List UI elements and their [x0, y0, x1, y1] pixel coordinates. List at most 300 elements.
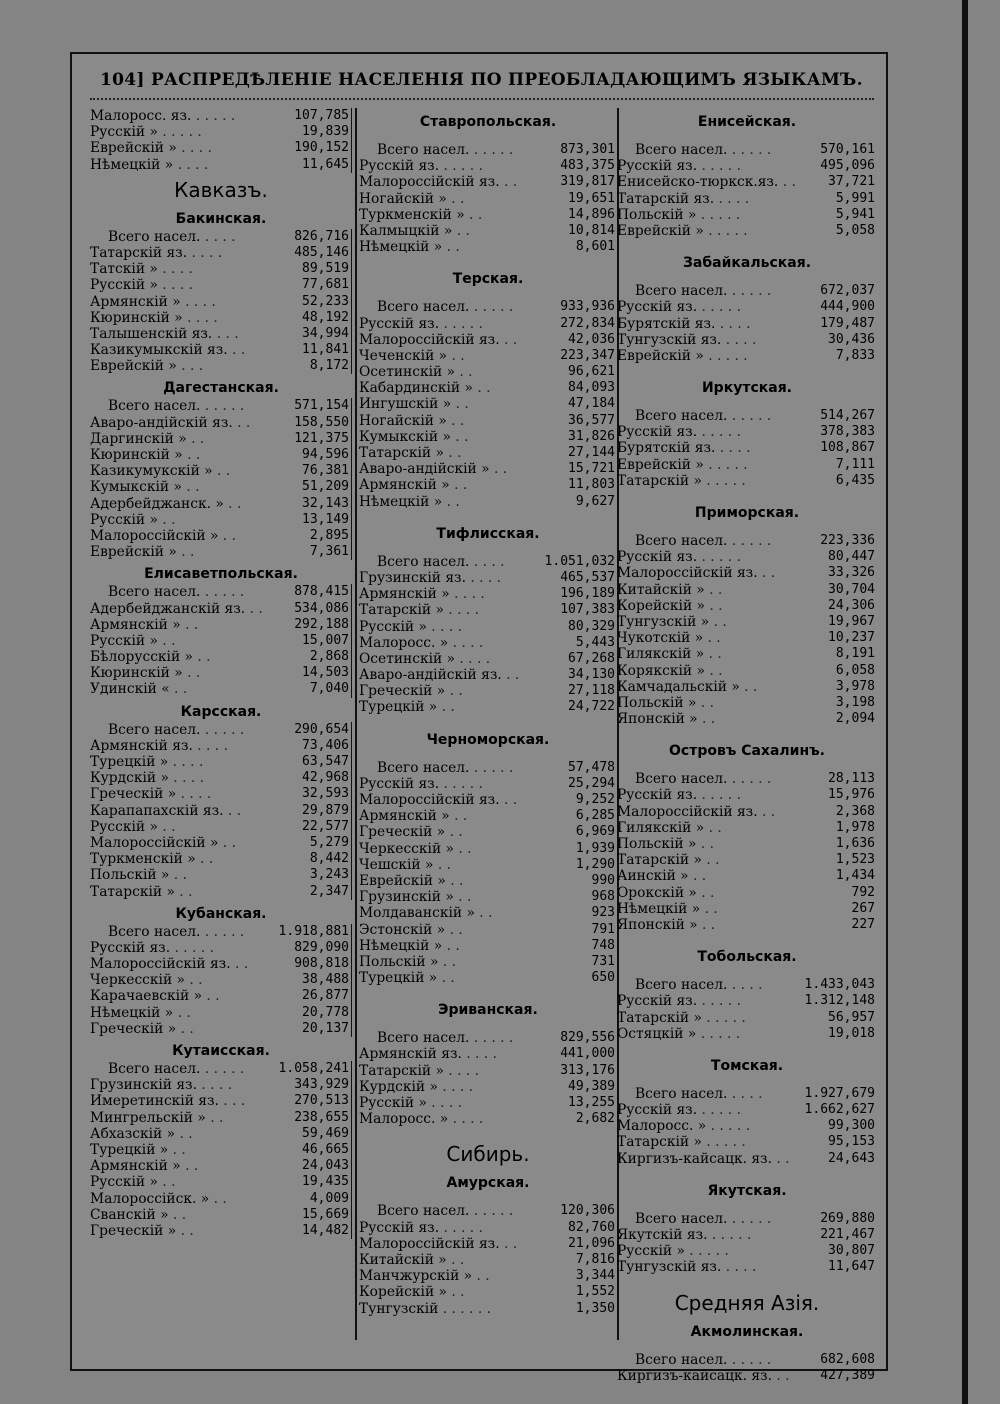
leader-dots: . .: [438, 953, 456, 970]
table-row: [359, 776, 617, 792]
leader-dots: . . . . .: [697, 299, 741, 316]
population-value: 5,941: [835, 206, 875, 222]
table-row: [617, 1211, 877, 1227]
population-value: 7,816: [575, 1251, 615, 1267]
language-label: Русскій яз. . . . . .: [359, 1219, 483, 1236]
table-row: [617, 473, 877, 489]
language-label: Русскій яз. . . . . .: [90, 939, 214, 956]
table-row: [617, 1086, 877, 1102]
table-row: [359, 1252, 617, 1268]
population-value: 94,596: [289, 447, 352, 463]
population-value: 20,778: [289, 1005, 352, 1021]
language-label: Русскій яз. . . . . .: [359, 315, 483, 332]
population-value: 19,651: [568, 190, 615, 206]
population-value: 1.058,241: [279, 1061, 352, 1077]
leader-dots: . .: [175, 1125, 193, 1142]
leader-dots: . .: [174, 883, 193, 900]
language-label: Русскій яз. . . . . .: [617, 787, 741, 804]
leader-dots: . . . . .: [469, 1203, 514, 1220]
table-row: [359, 461, 617, 477]
population-value: 485,146: [289, 245, 352, 261]
table-row: [90, 649, 352, 665]
language-label: Китайскій » . .: [617, 581, 723, 598]
leader-dots: . .: [157, 632, 176, 649]
population-value: 52,233: [289, 294, 352, 310]
table-row: [90, 1158, 352, 1174]
leader-dots: . .: [433, 856, 451, 873]
population-value: 24,306: [828, 597, 875, 613]
language-label: Всего насел. . . . . .: [108, 584, 245, 601]
binding-edge: [962, 0, 968, 1404]
spacer: [617, 1276, 877, 1286]
population-value: 32,143: [289, 496, 352, 512]
language-label: Казикумукскій » . .: [90, 463, 231, 480]
language-label: Русскій » . .: [90, 511, 176, 528]
table-row: [617, 142, 877, 158]
table-row: [90, 681, 352, 697]
leader-dots: . . . . .: [469, 299, 514, 316]
leader-dots: . .: [771, 1150, 790, 1167]
leader-dots: . . . . .: [727, 771, 772, 788]
table-row: [90, 633, 352, 649]
table-row: [90, 601, 352, 617]
language-label: Малороссійскій яз. . .: [359, 174, 518, 191]
language-label: Татарскій » . . . . .: [617, 1134, 746, 1151]
language-label: Эстонскій » . .: [359, 921, 463, 938]
leader-dots: . .: [169, 867, 187, 884]
table-row: [359, 429, 617, 445]
population-value: 26,877: [289, 988, 352, 1004]
table-row: [90, 972, 352, 988]
language-label: Имеретинскій яз. . . .: [90, 1093, 246, 1110]
table-row: [90, 157, 352, 173]
table-row: [359, 922, 617, 938]
population-value: 89,519: [289, 261, 352, 277]
leader-dots: . . . . .: [200, 584, 245, 601]
population-value: 120,306: [560, 1203, 615, 1219]
leader-dots: . .: [205, 1109, 224, 1126]
population-value: 34,130: [568, 667, 615, 683]
table-row: [359, 1046, 617, 1062]
language-label: Камчадальскій » . .: [617, 678, 758, 695]
column-middle: [355, 108, 619, 1340]
leader-dots: . .: [455, 364, 473, 381]
population-value: 1,978: [835, 819, 875, 835]
language-label: Корейскій » . .: [617, 597, 723, 614]
table-row: [90, 988, 352, 1004]
table-row: [90, 819, 352, 835]
leader-dots: . . . .: [465, 569, 502, 586]
leader-dots: . . . . .: [170, 939, 214, 956]
language-label: Всего насел. . . . . .: [635, 533, 772, 549]
population-value: 121,375: [289, 431, 352, 447]
table-row: [617, 1026, 877, 1042]
population-value: 1,434: [835, 868, 875, 884]
language-label: Еврейскій » . .: [90, 544, 195, 561]
leader-dots: . .: [186, 430, 205, 447]
leader-dots: . .: [688, 868, 707, 885]
language-label: Всего насел. . . . .: [635, 977, 763, 994]
leader-dots: . . . . .: [200, 398, 245, 415]
population-value: 5,443: [575, 634, 615, 650]
leader-dots: . . . .: [182, 309, 218, 326]
leader-dots: . . . .: [715, 440, 751, 457]
language-label: Нѣмецкій » . . . .: [90, 156, 209, 173]
table-row: [359, 873, 617, 889]
population-value: 8,442: [289, 851, 352, 867]
leader-dots: . .: [703, 630, 721, 647]
language-label: Кюринскій » . .: [90, 665, 201, 682]
leader-dots: . .: [449, 477, 468, 494]
table-row: [617, 993, 877, 1009]
language-label: Карачаевскій » . .: [90, 988, 220, 1005]
population-value: 2,347: [289, 884, 352, 900]
language-label: Русскій » . .: [90, 1174, 176, 1191]
language-label: Курдскій » . . . .: [359, 1078, 474, 1095]
language-label: Польскій » . . . . .: [617, 206, 741, 223]
table-row: [90, 867, 352, 883]
language-label: Еврейскій » . . . . .: [617, 222, 748, 239]
table-row: [617, 663, 877, 679]
table-row: [617, 1134, 877, 1150]
population-value: 1,290: [575, 856, 615, 872]
population-value: 76,381: [289, 463, 352, 479]
section-heading: Тобольская.: [697, 949, 797, 966]
population-value: 829,556: [560, 1030, 615, 1046]
table-row: [90, 342, 352, 358]
population-value: 37,721: [828, 174, 875, 190]
leader-dots: . .: [474, 905, 493, 922]
section-heading: Акмолинская.: [690, 1323, 804, 1340]
language-label: Якутскій яз. . . . . .: [617, 1227, 752, 1243]
section-heading: Черноморская.: [426, 731, 550, 748]
language-label: Польскій » . .: [617, 836, 714, 852]
population-value: 8,172: [289, 358, 352, 374]
language-label: Малороссійскій яз. . .: [359, 792, 518, 808]
section-heading: Якутская.: [707, 1182, 787, 1199]
language-label: Еврейскій » . . . . .: [617, 456, 748, 473]
table-row: [617, 207, 877, 223]
table-row: [359, 889, 617, 905]
population-value: 19,435: [289, 1174, 352, 1190]
language-label: Китайскій » . .: [359, 1251, 465, 1268]
table-row: [90, 617, 352, 633]
table-row: [359, 239, 617, 255]
leader-dots: . .: [169, 681, 188, 698]
population-value: 1.312,148: [804, 993, 875, 1009]
table-row: [359, 348, 617, 364]
language-label: Русскій яз. . . . . .: [617, 299, 741, 316]
leader-dots: . .: [445, 921, 463, 938]
population-value: 80,329: [568, 618, 615, 634]
language-label: Турецкій » . .: [90, 1141, 186, 1158]
spacer: [617, 727, 877, 737]
leader-dots: . . . . .: [469, 142, 514, 158]
population-value: 42,968: [289, 770, 352, 786]
leader-dots: . .: [449, 808, 468, 825]
table-row: [90, 851, 352, 867]
language-label: Киргизъ-кайсацк. яз. . .: [617, 1150, 790, 1167]
table-row: [359, 841, 617, 857]
leader-dots: . .: [157, 818, 176, 835]
language-label: Всего насел. . . . . .: [635, 283, 772, 300]
section-heading: Карсская.: [180, 703, 262, 720]
population-value: 3,344: [575, 1268, 615, 1284]
language-label: Всего насел. . . . . .: [108, 1061, 245, 1077]
population-value: 495,096: [820, 158, 875, 174]
language-label: Черкесскій » . .: [359, 840, 472, 857]
leader-dots: . . . .: [180, 293, 216, 310]
leader-dots: . .: [499, 1235, 518, 1252]
population-value: 571,154: [289, 398, 352, 414]
table-row: [90, 261, 352, 277]
section-heading: Иркутская.: [701, 380, 793, 397]
spacer: [359, 986, 617, 996]
population-value: 19,967: [828, 613, 875, 629]
leader-dots: . .: [464, 206, 483, 223]
leader-dots: . .: [442, 493, 460, 510]
table-row: [90, 245, 352, 261]
leader-dots: . . . .: [426, 1095, 463, 1111]
leader-dots: . . . . .: [157, 124, 202, 141]
population-value: 7,111: [835, 456, 875, 472]
population-value: 22,577: [289, 819, 352, 835]
population-value: 1,552: [575, 1284, 615, 1300]
language-label: Черкесскій » . .: [90, 972, 203, 989]
language-label: Русскій » . . . . .: [90, 124, 202, 141]
section-heading: Островъ Сахалинъ.: [669, 743, 825, 760]
leader-dots: . . . . .: [727, 408, 772, 425]
leader-dots: . .: [704, 819, 722, 836]
leader-dots: . . . .: [176, 140, 212, 157]
leader-dots: . . . .: [200, 228, 236, 245]
table-row: [90, 1093, 352, 1109]
leader-dots: . . . .: [715, 315, 751, 332]
population-value: 11,645: [289, 157, 352, 173]
language-label: Греческій » . .: [359, 683, 463, 700]
population-value: 221,467: [820, 1227, 875, 1242]
leader-dots: . .: [700, 900, 718, 917]
population-value: 10,237: [828, 630, 875, 646]
population-value: 873,301: [560, 142, 615, 157]
population-value: 63,547: [289, 754, 352, 770]
language-label: Русскій » . .: [90, 818, 176, 835]
table-row: [359, 824, 617, 840]
population-value: 272,834: [560, 315, 615, 331]
population-value: 534,086: [289, 601, 352, 617]
leader-dots: . .: [446, 1251, 465, 1268]
leader-dots: . . . . .: [703, 222, 748, 239]
language-label: Греческій » . .: [90, 1020, 194, 1037]
spacer: [359, 1127, 617, 1137]
language-label: Польскій » . .: [90, 867, 187, 884]
leader-dots: . .: [445, 872, 464, 889]
language-label: Всего насел. . . . .: [635, 1085, 763, 1102]
language-label: Кумыкскій » . .: [90, 479, 200, 496]
table-row: [617, 868, 877, 884]
leader-dots: . .: [223, 802, 242, 819]
spacer: [617, 1342, 877, 1352]
population-value: 238,655: [289, 1110, 352, 1126]
table-row: [617, 820, 877, 836]
section-heading: Забайкальская.: [682, 255, 812, 272]
region-heading: Кавказъ.: [174, 177, 268, 202]
table-row: [359, 1030, 617, 1046]
population-value: 514,267: [820, 408, 875, 424]
language-label: Даргинскій » . .: [90, 430, 205, 447]
language-label: Русскій » . . . .: [359, 1095, 463, 1111]
language-label: Еврейскій » . .: [359, 872, 464, 889]
leader-dots: . . . .: [448, 634, 484, 651]
language-label: Малоросс. » . . . .: [359, 1111, 484, 1128]
population-value: 923: [591, 905, 615, 921]
spacer: [617, 523, 877, 533]
population-value: 31,826: [568, 428, 615, 444]
table-row: [359, 760, 617, 776]
table-row: [359, 1095, 617, 1111]
language-label: Курдскій » . . . .: [90, 770, 205, 787]
table-row: [617, 549, 877, 565]
leader-dots: . .: [230, 956, 249, 973]
leader-dots: . .: [445, 824, 463, 841]
population-value: 2,868: [289, 649, 352, 665]
leader-dots: . .: [218, 527, 236, 544]
population-value: 29,879: [289, 803, 352, 819]
table-row: [90, 1223, 352, 1239]
language-label: Армянскій » . . . .: [90, 293, 216, 310]
spacer: [617, 761, 877, 771]
language-label: Сванскій » . .: [90, 1206, 187, 1223]
language-label: Удинскій « . .: [90, 681, 188, 698]
population-value: 99,300: [828, 1118, 875, 1134]
leader-dots: . .: [157, 1174, 176, 1191]
leader-dots: . .: [181, 479, 200, 496]
table-row: [617, 787, 877, 803]
column-left: [90, 108, 352, 1239]
leader-dots: . .: [501, 667, 520, 684]
leader-dots: . . . . .: [697, 158, 741, 175]
population-value: 38,488: [289, 972, 352, 988]
language-label: Малороссійскій яз. . .: [617, 565, 776, 582]
population-value: 829,090: [289, 940, 352, 956]
population-value: 32,593: [289, 786, 352, 802]
spacer: [359, 1020, 617, 1030]
leader-dots: . .: [453, 889, 472, 906]
table-row: [617, 1010, 877, 1026]
spacer: [359, 1193, 617, 1203]
table-row: [359, 954, 617, 970]
population-value: 15,007: [289, 633, 352, 649]
population-value: 30,704: [828, 581, 875, 597]
table-row: [359, 586, 617, 602]
table-row: [359, 1111, 617, 1127]
table-row: [90, 229, 352, 245]
language-label: Ногайскій » . .: [359, 412, 465, 429]
table-row: [617, 885, 877, 901]
population-value: 10,814: [568, 222, 615, 238]
language-label: Кюринскій » . . . .: [90, 309, 218, 326]
language-label: Татарскій » . . . . .: [617, 472, 746, 489]
language-label: Калмыцкій » . .: [359, 222, 470, 239]
leader-dots: . . . . .: [727, 142, 772, 158]
language-label: Всего насел. . . . . .: [377, 759, 514, 776]
leader-dots: . . . . .: [727, 283, 772, 300]
population-value: 878,415: [289, 584, 352, 600]
table-row: [90, 544, 352, 560]
table-row: [90, 277, 352, 293]
language-label: Татарскій яз. . . . .: [617, 190, 750, 207]
table-row: [90, 754, 352, 770]
language-label: Чеченскій » . .: [359, 347, 465, 364]
leader-dots: . . . . .: [684, 1243, 729, 1260]
language-label: Русскій яз. . . . . .: [617, 993, 741, 1010]
spacer: [617, 364, 877, 374]
population-value: 968: [591, 889, 615, 905]
population-value: 42,036: [568, 331, 615, 347]
population-value: 826,716: [289, 229, 352, 245]
leader-dots: . .: [499, 331, 518, 348]
table-row: [617, 1259, 877, 1275]
table-row: [359, 554, 617, 570]
table-row: [359, 1079, 617, 1095]
population-value: 1.433,043: [804, 977, 875, 993]
population-value: 46,665: [289, 1142, 352, 1158]
language-label: Гилякскій » . .: [617, 646, 722, 663]
table-row: [90, 738, 352, 754]
table-row: [617, 316, 877, 332]
language-label: Молдаванскій » . .: [359, 905, 493, 922]
section-heading: Енисейская.: [697, 114, 797, 130]
table-row: [90, 463, 352, 479]
population-value: 2,368: [835, 803, 875, 819]
leader-dots: . . . .: [196, 1077, 233, 1094]
population-value: 15,976: [828, 787, 875, 803]
language-label: Татарскій » . . . . .: [617, 1009, 746, 1026]
population-value: 11,647: [828, 1259, 875, 1275]
table-row: [90, 528, 352, 544]
language-label: Орокскій » . .: [617, 884, 715, 901]
population-value: 82,760: [568, 1219, 615, 1235]
population-value: 8,191: [835, 646, 875, 662]
population-value: 190,152: [289, 140, 352, 156]
leader-dots: . . . .: [721, 331, 757, 348]
language-label: Манчжурскій » . .: [359, 1268, 490, 1285]
table-row: [90, 431, 352, 447]
language-label: Русскій яз. . . . . .: [617, 158, 741, 175]
spacer: [359, 510, 617, 520]
leader-dots: . .: [757, 565, 776, 582]
table-row: [359, 1236, 617, 1252]
population-value: 223,336: [820, 533, 875, 548]
language-label: Грузинскій яз. . . . .: [90, 1077, 233, 1094]
leader-dots: . . . .: [192, 737, 228, 754]
section-heading: Дагестанская.: [163, 380, 279, 397]
language-label: Нѣмецкій » . .: [359, 937, 460, 954]
table-row: [359, 158, 617, 174]
language-label: Русскій яз. . . . . .: [359, 158, 483, 175]
population-value: 6,969: [575, 824, 615, 840]
population-value: 1,523: [835, 852, 875, 868]
language-label: Татарскій » . .: [359, 445, 462, 461]
population-value: 444,900: [820, 299, 875, 315]
language-label: Всего насел. . . . .: [108, 228, 236, 245]
population-value: 731: [591, 953, 615, 969]
leader-dots: . .: [757, 803, 776, 820]
section-heading: Терская.: [452, 271, 524, 288]
section-heading: Ставропольская.: [419, 114, 557, 130]
population-value: 27,118: [568, 683, 615, 699]
table-row: [617, 917, 877, 933]
